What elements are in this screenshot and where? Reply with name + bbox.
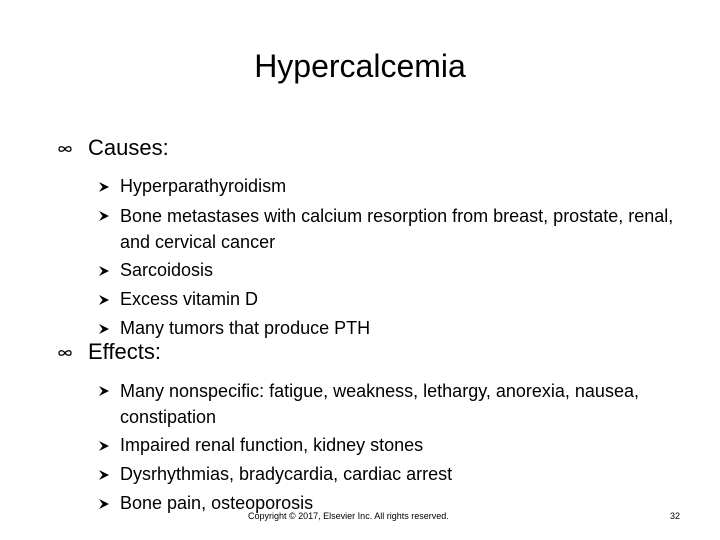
arrowhead-bullet-icon — [98, 323, 110, 335]
list-item-text: Impaired renal function, kidney stones — [120, 435, 424, 455]
list-item-text: Many nonspecific: fatigue, weakness, lethargy, anorexia, nausea, constipation — [120, 381, 639, 427]
list-item-text: Dysrhythmias, bradycardia, cardiac arrest — [120, 464, 453, 484]
copyright-notice: Copyright © 2017, Elsevier Inc. All rights reserved. — [248, 511, 449, 521]
effects-list — [58, 376, 680, 518]
list-item-text: Excess vitamin D — [120, 289, 259, 309]
list-item — [58, 285, 680, 314]
list-item — [58, 376, 680, 431]
list-item — [58, 201, 680, 256]
section-heading: Effects: — [88, 339, 161, 364]
slide-title: Hypercalcemia — [254, 48, 466, 84]
section-heading: Causes: — [88, 135, 169, 160]
list-item — [58, 431, 680, 460]
arrowhead-bullet-icon — [98, 469, 110, 481]
arrowhead-bullet-icon — [98, 181, 110, 193]
section-causes — [58, 134, 680, 343]
list-item — [58, 172, 680, 201]
arrowhead-bullet-icon — [98, 440, 110, 452]
list-item-text: Hyperparathyroidism — [120, 176, 287, 196]
arrowhead-bullet-icon — [98, 385, 110, 397]
arrowhead-bullet-icon — [98, 265, 110, 277]
list-item — [58, 460, 680, 489]
page-number: 32 — [669, 511, 680, 521]
causes-list — [58, 172, 680, 343]
list-item-text: Bone metastases with calcium resorption from breast, prostate, renal, and cervical cancer — [120, 206, 674, 252]
arrowhead-bullet-icon — [98, 294, 110, 306]
list-item — [58, 256, 680, 285]
arrowhead-bullet-icon — [98, 210, 110, 222]
list-item-text: Bone pain, osteoporosis — [120, 493, 314, 513]
infinity-bullet-icon — [58, 145, 72, 153]
infinity-bullet-icon — [58, 349, 72, 357]
slide-footer — [0, 509, 720, 523]
list-item-text: Many tumors that produce PTH — [120, 318, 371, 338]
section-effects — [58, 338, 680, 518]
list-item-text: Sarcoidosis — [120, 260, 214, 280]
